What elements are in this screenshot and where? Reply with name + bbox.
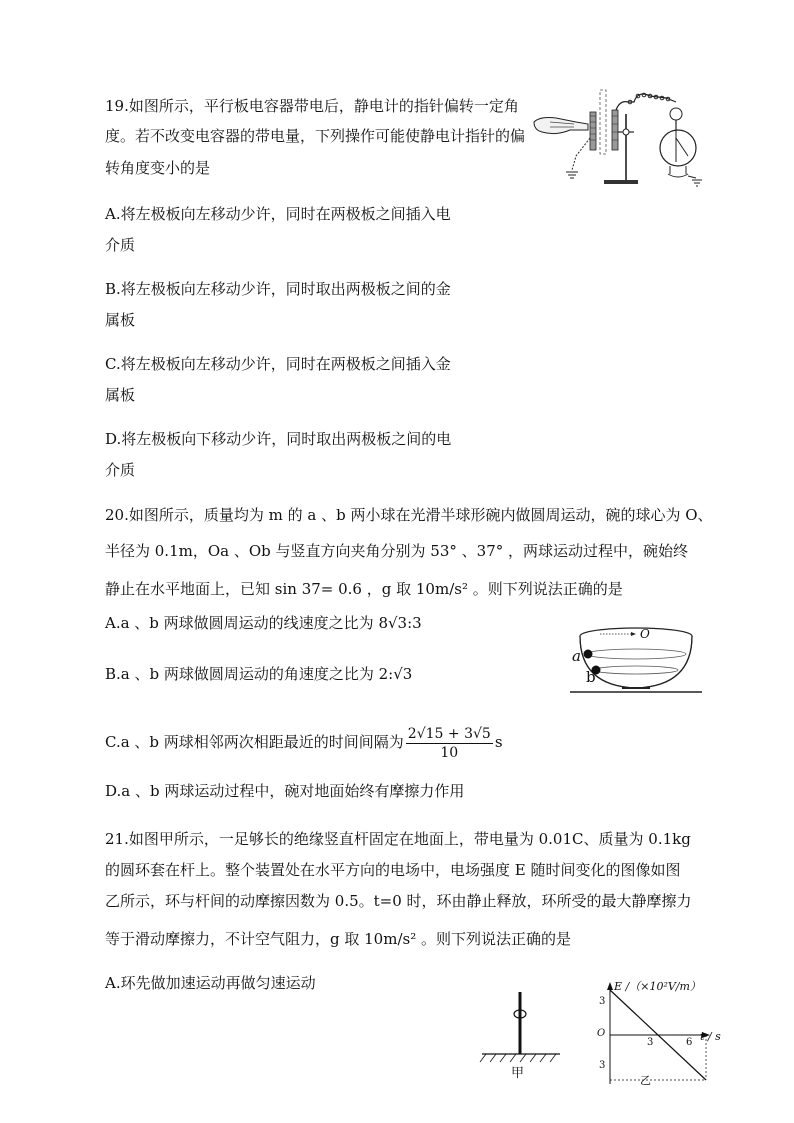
- q20-option-c-text: C.a 、b 两球相邻两次相距最近的时间间隔为: [105, 733, 404, 751]
- q21-line4: 等于滑动摩擦力，不计空气阻力，g 取 10m/s² 。则下列说法正确的是: [105, 930, 571, 948]
- hemispherical-bowl-figure: [566, 624, 706, 704]
- q19-option-c-line2: 属板: [105, 386, 136, 404]
- q20-option-c-unit: s: [494, 733, 503, 751]
- bowl-center-label: O: [640, 627, 650, 641]
- q19-option-c-line1: C.将左极板向左移动少许，同时在两极板之间插入金: [105, 355, 451, 373]
- q20-option-d: D.a 、b 两球运动过程中，碗对地面始终有摩擦力作用: [105, 782, 465, 800]
- q19-line3: 转角度变小的是: [105, 159, 211, 177]
- q19-option-d-line1: D.将左极板向下移动少许，同时取出两极板之间的电: [105, 430, 452, 448]
- rod-ring-figure: [478, 990, 564, 1064]
- q20-line1: 20.如图所示，质量均为 m 的 a 、b 两小球在光滑半球形碗内做圆周运动，碗的球心为 O、: [105, 506, 713, 524]
- y-axis-arrow: [607, 982, 613, 990]
- q20-line3: 静止在水平地面上，已知 sin 37= 0.6 ，g 取 10m/s² 。则下列说法正确的是: [105, 580, 623, 598]
- graph-x-label: t / s: [700, 1030, 721, 1043]
- capacitor-electrometer-figure: [530, 86, 710, 190]
- q20-line2: 半径为 0.1m，Oa 、Ob 与竖直方向夹角分别为 53° 、37° ，两球运动过程中，碗始终: [105, 542, 689, 560]
- q19-option-b-line2: 属板: [105, 311, 136, 329]
- x-tick-label-6: 6: [686, 1037, 693, 1048]
- figure-yi-label: 乙: [640, 1074, 651, 1087]
- x-tick-label-3: 3: [647, 1037, 654, 1048]
- ball-b-label: b: [586, 668, 596, 686]
- q20-option-c: [105, 722, 503, 762]
- ball-a-label: a: [572, 647, 581, 665]
- fraction-numerator: 2√15 + 3√5: [407, 725, 491, 742]
- q20-option-b: B.a 、b 两球做圆周运动的角速度之比为 2:√3: [105, 665, 413, 683]
- q19-line2: 度。若不改变电容器的带电量，下列操作可能使静电计指针的偏: [105, 127, 526, 145]
- figure-jia-label: 甲: [511, 1066, 525, 1081]
- q19-option-b-line1: B.将左极板向左移动少许，同时取出两极板之间的金: [105, 280, 451, 298]
- q21-option-a: A.环先做加速运动再做匀速运动: [105, 974, 316, 992]
- q19-option-a-line1: A.将左极板向左移动少许，同时在两极板之间插入电: [105, 205, 451, 223]
- y-tick-label-top: 3: [599, 996, 606, 1007]
- q19-option-d-line2: 介质: [105, 461, 136, 479]
- q19-option-a-line2: 介质: [105, 236, 136, 254]
- graph-y-label: E /（×10²V/m）: [614, 980, 701, 993]
- q20-option-c-fraction: [406, 725, 493, 762]
- y-tick-label-bottom: 3: [599, 1060, 606, 1071]
- q20-option-a: A.a 、b 两球做圆周运动的线速度之比为 8√3:3: [105, 614, 422, 632]
- graph-origin-label: O: [597, 1028, 606, 1039]
- q19-line1: 19.如图所示，平行板电容器带电后，静电计的指针偏转一定角: [105, 97, 519, 115]
- q21-line3: 乙所示，环与杆间的动摩擦因数为 0.5。t=0 时，环由静止释放，环所受的最大静摩擦力: [105, 892, 692, 910]
- q21-line2: 的圆环套在杆上。整个装置处在水平方向的电场中，电场强度 E 随时间变化的图像如图: [105, 861, 681, 879]
- q21-line1: 21.如图甲所示，一足够长的绝缘竖直杆固定在地面上，带电量为 0.01C、质量为 0.1kg: [105, 830, 691, 848]
- fraction-denominator: 10: [440, 744, 459, 761]
